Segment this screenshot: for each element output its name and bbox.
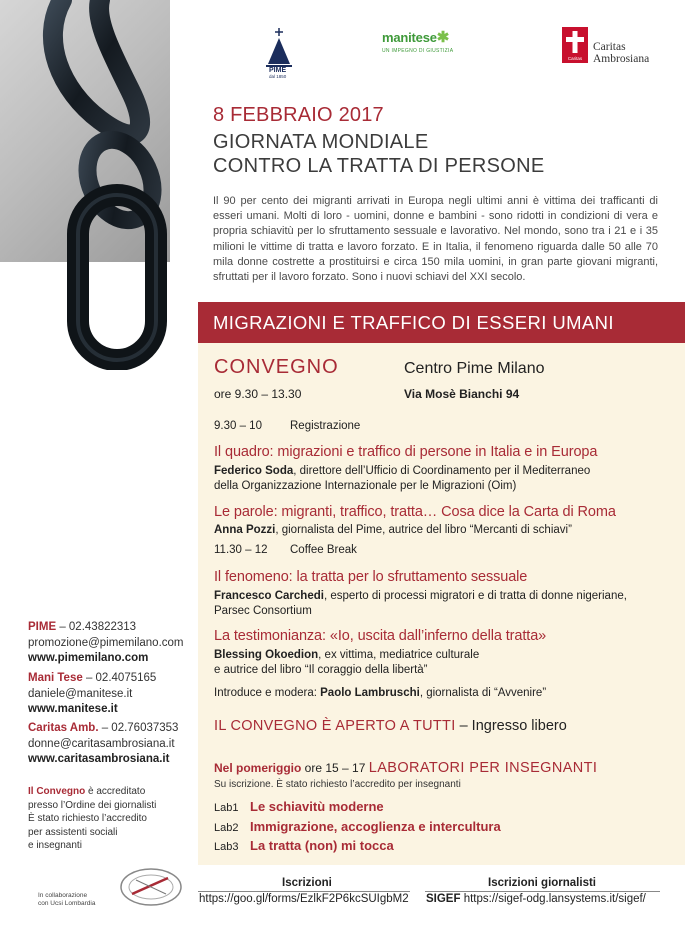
session-title: Il fenomeno: la tratta per lo sfruttamento sessuale	[214, 569, 528, 585]
speaker-name: Federico Soda	[214, 465, 294, 477]
lab-item	[214, 798, 384, 816]
lab-item	[214, 818, 501, 836]
journalist-registration-heading: Iscrizioni giornalisti	[488, 877, 596, 889]
moderator-suffix: , giornalista di “Avvenire”	[419, 687, 547, 699]
contact-email[interactable]: donne@caritasambrosiana.it	[28, 737, 175, 750]
session-title: Le parole: migranti, traffico, tratta… Cosa dice la Carta di Roma	[214, 504, 616, 520]
manitese-name: manitese	[382, 30, 437, 45]
footer-divider	[425, 891, 660, 892]
labs-title: LABORATORI PER INSEGNANTI	[368, 760, 598, 776]
section-banner	[198, 302, 685, 343]
afternoon-time: ore 15 – 17	[301, 761, 369, 775]
contact-phone: – 02.76037353	[98, 722, 179, 734]
session-title: Il quadro: migrazioni e traffico di persone in Italia e in Europa	[214, 444, 598, 460]
open-rest: – Ingresso libero	[455, 718, 567, 734]
contact-name: Mani Tese	[28, 672, 83, 684]
ucsi-seal-icon	[118, 866, 184, 908]
convegno-label: CONVEGNO	[214, 356, 339, 378]
contact-email[interactable]: daniele@manitese.it	[28, 687, 133, 700]
session-speaker	[214, 589, 674, 604]
cross-icon	[562, 27, 588, 63]
session-speaker-desc: Parsec Consortium	[214, 605, 312, 617]
lab-code: Lab2	[214, 822, 239, 834]
convegno-address: Via Mosè Bianchi 94	[404, 387, 520, 401]
speaker-name: Francesco Carchedi	[214, 590, 324, 602]
session-speaker	[214, 648, 674, 663]
afternoon-label: Nel pomeriggio	[214, 761, 302, 775]
note-text: è accreditato	[85, 786, 146, 797]
break-time: 11.30 – 12	[214, 544, 268, 556]
speaker-desc: , esperto di processi migratori e di tratta di donne nigeriane,	[323, 590, 627, 602]
afternoon-note: Su iscrizione. È stato richiesto l’accredito per insegnanti	[214, 779, 461, 790]
moderator-line	[214, 686, 674, 701]
caritas-tag: Caritas	[567, 56, 583, 61]
lab-title: Le schiavitù moderne	[250, 799, 384, 814]
contact-name: Caritas Amb.	[28, 722, 99, 734]
sigef-label: SIGEF	[426, 893, 461, 905]
contact-name: PIME	[28, 621, 57, 633]
speaker-name: Anna Pozzi	[214, 524, 276, 536]
contact-caritas	[28, 721, 178, 768]
contact-manitese	[28, 671, 156, 718]
contact-email[interactable]: promozione@pimemilano.com	[28, 636, 184, 649]
open-to-all-line	[214, 718, 567, 734]
contact-website[interactable]: www.manitese.it	[28, 703, 118, 715]
session-speaker-desc: e autrice del libro “Il coraggio della libertà”	[214, 664, 428, 676]
note-text: per assistenti sociali	[28, 826, 118, 838]
event-title: CONTRO LA TRATTA DI PERSONE	[213, 155, 545, 177]
moderator-name: Paolo Lambruschi	[320, 687, 420, 699]
speaker-desc: , direttore dell’Ufficio di Coordinamento per il Mediterraneo	[293, 465, 591, 477]
open-caps: IL CONVEGNO È APERTO A TUTTI	[214, 718, 456, 734]
afternoon-line	[214, 760, 597, 776]
break-label: Coffee Break	[290, 544, 357, 556]
session-speaker	[214, 523, 674, 538]
note-highlight: Il Convegno	[28, 786, 86, 797]
banner-title: MIGRAZIONI E TRAFFICO DI ESSERI UMANI	[213, 312, 614, 333]
lab-item	[214, 837, 394, 855]
note-text: È stato richiesto l’accredito	[28, 813, 147, 824]
sigef-url[interactable]: https://sigef-odg.lansystems.it/sigef/	[460, 893, 646, 905]
lab-code: Lab3	[214, 841, 239, 853]
session-speaker-desc: della Organizzazione Internazionale per le Migrazioni (Oim)	[214, 480, 517, 492]
convegno-venue: Centro Pime Milano	[404, 360, 545, 377]
event-title: GIORNATA MONDIALE	[213, 131, 429, 153]
manitese-logo	[382, 28, 453, 54]
speaker-name: Blessing Okoedion	[214, 649, 319, 661]
contact-phone: – 02.43822313	[56, 621, 137, 633]
registration-link[interactable]: https://goo.gl/forms/EzlkF2P6kcSUIgbM2	[199, 893, 409, 905]
note-text: presso l’Ordine dei giornalisti	[28, 799, 157, 811]
speaker-desc: , ex vittima, mediatrice culturale	[318, 649, 480, 661]
journalist-registration-link[interactable]	[426, 893, 646, 905]
registration-heading: Iscrizioni	[282, 877, 332, 889]
contact-website[interactable]: www.caritasambrosiana.it	[28, 753, 170, 765]
collaboration-block	[30, 866, 190, 906]
pime-logo-text	[269, 67, 286, 79]
lab-title: Immigrazione, accoglienza e intercultura	[250, 819, 501, 834]
manitese-tagline: UN IMPEGNO DI GIUSTIZIA	[382, 48, 454, 54]
registration-time: 9.30 – 10	[214, 420, 262, 432]
session-speaker	[214, 464, 674, 479]
star-icon: ✱	[436, 29, 450, 46]
caritas-logo-text	[593, 41, 649, 65]
footer-divider	[198, 891, 410, 892]
lab-code: Lab1	[214, 802, 239, 814]
collab-line: In collaborazione	[38, 892, 88, 899]
moderator-prefix: Introduce e modera:	[214, 687, 321, 699]
event-date: 8 FEBBRAIO 2017	[213, 104, 384, 126]
contact-website[interactable]: www.pimemilano.com	[28, 652, 149, 664]
caritas-logo-icon	[562, 27, 588, 63]
intro-paragraph: Il 90 per cento dei migranti arrivati in Europa negli ultimi anni è vittima dei trafficanti di esseri umani. Molti di loro - uomini, donne e bambini - sono ridotti in condizioni di vera e propria schiavitù per lo sfruttamento sessuale e lavorativo. Nel mondo, sono tra i 21 e i 35 milioni le vittime di tratta e lavoro forzato. E in Italia, il fenomeno riguarda dalle 50 alle 70 mila donne costrette a prostituirsi e circa 150 mila uomini, in gran parte giovani migranti, sfruttati per il lavoro forzato. Sono i nuovi schiavi del XXI secolo.	[213, 195, 658, 284]
accreditation-note	[28, 785, 178, 853]
session-title: La testimonianza: «Io, uscita dall’inferno della tratta»	[214, 628, 547, 644]
pime-label: PIME	[269, 67, 287, 74]
pime-sub: dal 1850	[269, 74, 287, 79]
chain-icon	[0, 0, 200, 370]
note-text: e insegnanti	[28, 840, 82, 851]
collab-line: con Ucsi Lombardia	[38, 900, 96, 907]
caritas-line: Caritas	[593, 41, 626, 53]
caritas-line: Ambrosiana	[593, 53, 650, 65]
collaboration-text	[38, 892, 95, 908]
lab-title: La tratta (non) mi tocca	[250, 838, 394, 853]
registration-label: Registrazione	[290, 420, 361, 432]
contact-pime	[28, 620, 184, 667]
contact-phone: – 02.4075165	[82, 672, 157, 684]
speaker-desc: , giornalista del Pime, autrice del libro “Mercanti di schiavi”	[275, 524, 572, 536]
convegno-time: ore 9.30 – 13.30	[214, 387, 302, 401]
